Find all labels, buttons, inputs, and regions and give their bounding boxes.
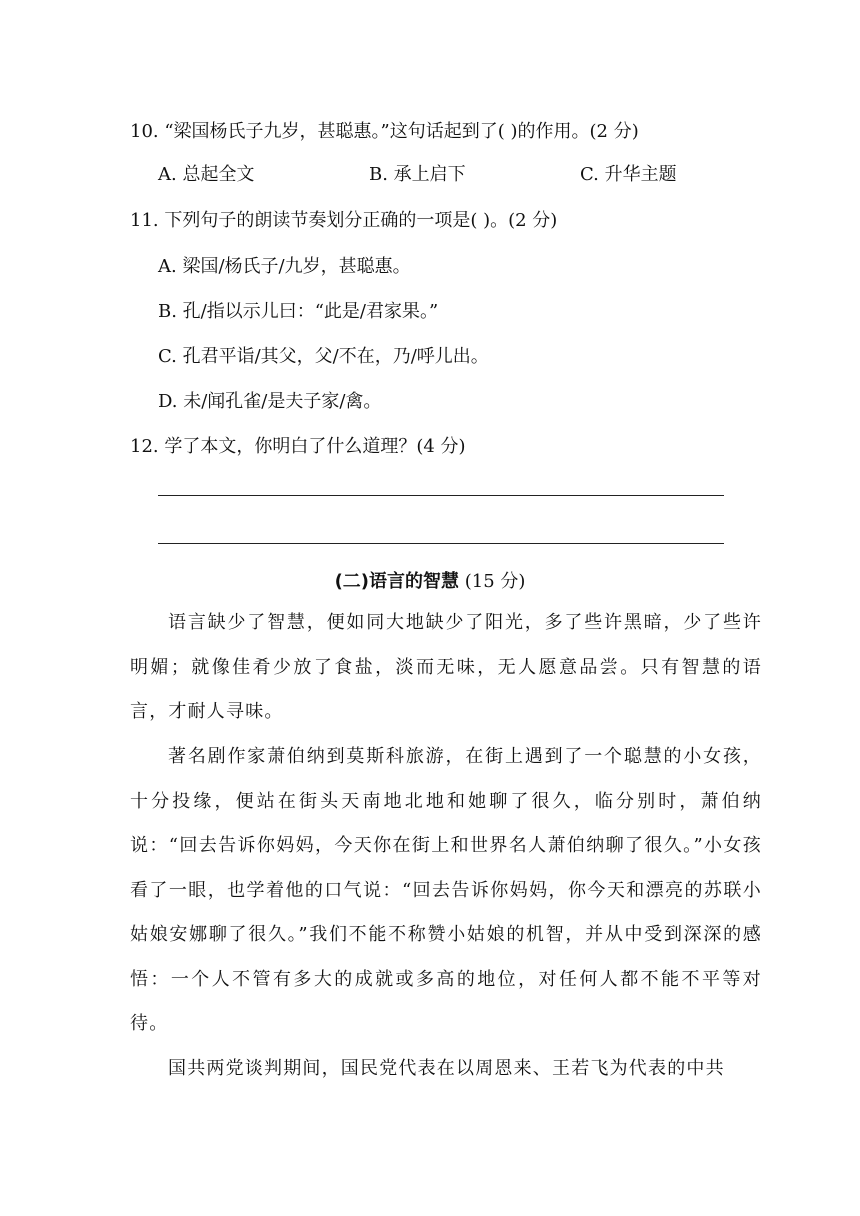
q11-option-d: D. 未/闻孔雀/是夫子家/禽。 bbox=[158, 391, 382, 412]
q10-option-a: A. 总起全文 bbox=[158, 164, 255, 185]
q11-option-a: A. 梁国/杨氏子/九岁，甚聪惠。 bbox=[158, 256, 411, 277]
section-heading bbox=[0, 567, 860, 593]
q10-option-c: C. 升华主题 bbox=[580, 164, 677, 185]
question-10-text: 10. “梁国杨氏子九岁，甚聪惠。”这句话起到了( )的作用。(2 分) bbox=[130, 121, 639, 142]
paragraph-3: 国共两党谈判期间，国民党代表在以周恩来、王若飞为代表的中共 bbox=[168, 1058, 725, 1079]
paragraph-2: 著名剧作家萧伯纳到莫斯科旅游，在街上遇到了一个聪慧的小女孩，十分投缘，便站在街头天南地北地和她聊了很久，临分别时，萧伯纳说：“回去告诉你妈妈，今天你在街上和世界名人萧伯纳聊了很久。”小女孩看了一眼，也学着他的口气说：“回去告诉你妈妈，你今天和漂亮的苏联小姑娘安娜聊了很久。”我们不能不称赞小姑娘的机智，并从中受到深深的感悟：一个人不管有多大的成就或多高的地位，对任何人都不能不平等对待。 bbox=[130, 746, 762, 1034]
question-11-text: 11. 下列句子的朗读节奏划分正确的一项是( )。(2 分) bbox=[130, 210, 558, 231]
answer-blank-line-2[interactable] bbox=[158, 543, 724, 544]
paragraph-1: 语言缺少了智慧，便如同大地缺少了阳光，多了些许黑暗，少了些许明媚；就像佳肴少放了食盐，淡而无味，无人愿意品尝。只有智慧的语言，才耐人寻味。 bbox=[130, 612, 762, 722]
section-title: (二)语言的智慧 bbox=[334, 571, 460, 592]
question-12-text: 12. 学了本文，你明白了什么道理？(4 分) bbox=[130, 436, 466, 457]
answer-blank-line-1[interactable] bbox=[158, 495, 724, 496]
section-points: (15 分) bbox=[459, 571, 526, 592]
q11-option-b: B. 孔/指以示儿曰：“此是/君家果。” bbox=[158, 301, 439, 322]
q11-option-c: C. 孔君平诣/其父，父/不在，乃/呼儿出。 bbox=[158, 346, 489, 367]
q10-option-b: B. 承上启下 bbox=[369, 164, 466, 185]
